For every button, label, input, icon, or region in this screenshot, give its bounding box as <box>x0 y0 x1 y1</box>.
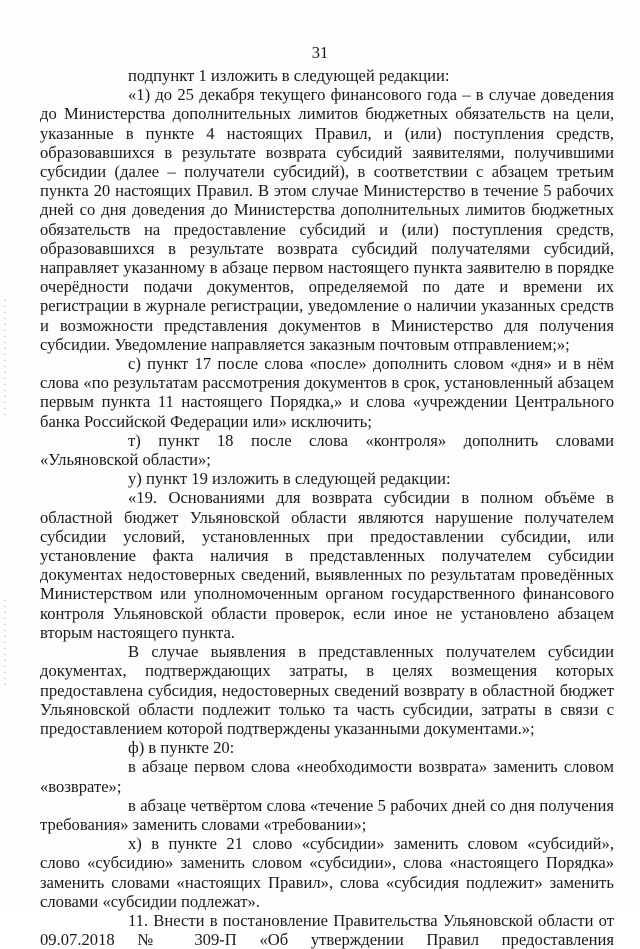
paragraph-case: В случае выявления в представленных получателем субсидии документах, подтверждающих затраты, в целях возмещения которых предоставлена субсидия, недостоверных сведений возврату в областной бюджет Ульяновской области подлежит только та часть субсидии, затраты в связи с предоставлением которой подтверждены указанными документами.»; <box>40 642 614 738</box>
paragraph-item-h: х) в пункте 21 слово «субсидии» заменить словом «субсидий», слово «субсидию» заменить словом «субсидии», слова «настоящего Порядка» заменить словами «настоящих Правил», слова «субсидия подлежит» заменить словами «субсидии подлежат». <box>40 834 614 911</box>
paragraph-intro: подпункт 1 изложить в следующей редакции: <box>128 66 450 85</box>
page-number: 31 <box>311 43 329 62</box>
scan-margin-artifact <box>4 600 6 690</box>
paragraph-item-u: у) пункт 19 изложить в следующей редакции: <box>128 469 451 489</box>
paragraph-abzac-4: в абзаце четвёртом слова «течение 5 рабочих дней со дня получения требования» заменить словами «требовании»; <box>40 795 614 834</box>
paragraph-item-s: с) пункт 17 после слова «после» дополнить словом «дня» и в нём слова «по результатам рассмотрения документов в срок, установленный абзацем первым пункта 11 настоящего Порядка,» и слова «учреждении Центрального банка Российской Федерации или» исключить; <box>40 354 614 431</box>
paragraph-item-11: 11. Внести в постановление Правительства Ульяновской области от 09.07.2018 № 309-П «Об утверждении Правил предоставления <box>40 910 614 949</box>
document-body <box>40 66 614 949</box>
paragraph-abzac-1: в абзаце первом слова «необходимости возврата» заменить словом «возврате»; <box>40 757 614 796</box>
paragraph-item-f: ф) в пункте 20: <box>128 738 235 758</box>
paragraph-quote-1: «1) до 25 декабря текущего финансового года – в случае доведения до Министерства дополнительных лимитов бюджетных обязательств на цели, указанные в пункте 4 настоящих Правил, и (или) поступления средств, образовавшихся в результате возврата субсидий заявителями, получившими субсидии (далее – получатели субсидий), в соответствии с абзацем третьим пункта 20 настоящих Правил. В этом случае Министерство в течение 5 рабочих дней со дня доведения до Министерства дополнительных лимитов бюджетных обязательств на предоставление субсидий и (или) поступления средств, образовавшихся в результате возврата субсидий получателями субсидий, направляет указанному в абзаце первом настоящего пункта заявителю в порядке очерёдности подачи документов, определяемой по дате и времени их регистрации в журнале регистрации, уведомление о наличии указанных средств и возможности представления документов в Министерство для получения субсидии. Уведомление направляется заказным почтовым отправлением;»; <box>40 85 614 354</box>
paragraph-quote-19: «19. Основаниями для возврата субсидии в полном объёме в областной бюджет Ульяновской области являются нарушение получателем субсидии условий, установленных при предоставлении субсидии, или установление факта наличия в представленных получателем субсидии документах недостоверных сведений, выявленных по результатам проведённых Министерством или уполномоченным органом государственного финансового контроля Ульяновской области проверок, если иное не установлено абзацем вторым настоящего пункта. <box>40 488 614 642</box>
paragraph-item-t: т) пункт 18 после слова «контроля» дополнить словами «Ульяновской области»; <box>40 430 614 470</box>
scan-margin-artifact <box>4 300 6 420</box>
